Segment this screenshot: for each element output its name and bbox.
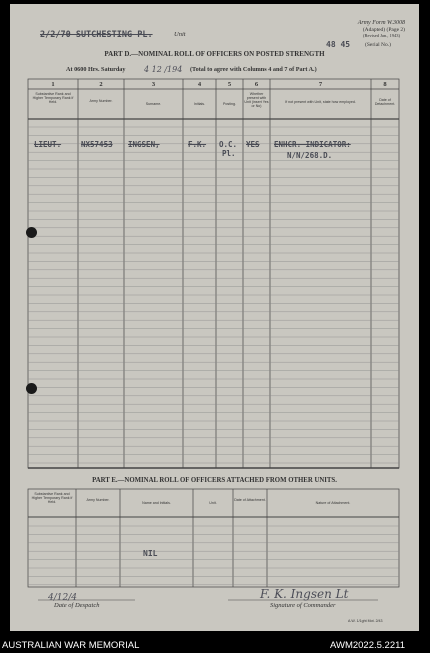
col-heading: Initials. [193, 102, 206, 106]
col-number: 2 [99, 81, 103, 88]
entry-initials: F.K. [188, 140, 207, 149]
entry-posting-2: Pl. [222, 149, 236, 158]
entry-army-number: NX57453 [81, 140, 113, 149]
archive-footer [0, 633, 430, 653]
col-heading: Date of Detachment. [374, 98, 396, 107]
col-number: 8 [383, 81, 387, 88]
part-d-title: PART D.—NOMINAL ROLL OF OFFICERS ON POSTED STRENGTH [104, 50, 325, 58]
strength-date: 4 12 /194 [144, 65, 183, 74]
col-heading: Army Number. [86, 498, 110, 502]
despatch-date: 4/12/4 [48, 593, 77, 603]
col-heading: Nature of Attachment. [315, 501, 351, 505]
col-number: 4 [197, 81, 202, 88]
strength-note: (Total to agree with Columns 4 and 7 of Part A.) [190, 66, 317, 73]
strength-time-text: At 0600 Hrs. Saturday [66, 66, 126, 73]
punch-hole [26, 227, 37, 238]
form-number: Army Form W.3008 [357, 20, 405, 26]
entry-present: YES [246, 140, 260, 149]
unit-label: Unit [174, 31, 186, 38]
col-heading: Date of Attachment. [234, 498, 266, 502]
col-heading: Surname. [145, 102, 162, 106]
entry-rank: LIEUT. [34, 140, 62, 149]
col-heading: Posting. [223, 102, 236, 106]
col-number: 1 [51, 81, 55, 88]
col-heading: Unit. [209, 501, 217, 505]
form-adapted: (Adapted) (Page 2) [362, 27, 405, 33]
part-e-nil: NIL [143, 549, 158, 558]
signature-label: Signature of Commander [270, 602, 336, 609]
despatch-label: Date of Despatch [54, 602, 100, 609]
col-heading: Substantive Rank and Higher Temporary Rank if Held. [32, 92, 74, 105]
unit-name: 2/2/70 SUTCHESTING PL. [40, 30, 153, 40]
col-heading: Substantive Rank and Higher Temporary Rank if Held. [31, 492, 73, 505]
col-number: 6 [254, 81, 259, 88]
commander-signature: F. K. Ingsen Lt [260, 587, 349, 601]
archive-reference: AWM2022.5.2211 [330, 640, 405, 651]
col-number: 3 [151, 81, 156, 88]
col-heading: If not present with Unit, state how employed. [285, 100, 356, 104]
entry-remarks-2: N/N/268.D. [287, 151, 333, 160]
part-e-title: PART E.—NOMINAL ROLL OF OFFICERS ATTACHED FROM OTHER UNITS. [92, 477, 337, 484]
col-number: 7 [318, 81, 323, 88]
document-page [10, 4, 419, 631]
col-heading: Whether present with Unit (insert Yes or No) [244, 92, 269, 109]
col-heading: Name and Initials. [142, 501, 171, 505]
col-heading: Army Number. [89, 99, 113, 103]
entry-surname: INGSEN, [128, 140, 160, 149]
printer-imprint: A.W. 1/1ght Mot. 2/43 [348, 619, 383, 623]
entry-posting-1: O.C. [219, 140, 238, 149]
entry-remarks-1: ENHCR. INDICATOR: [274, 140, 351, 149]
serial-number: 48 45 [326, 40, 351, 49]
serial-label: (Serial No.) [365, 42, 391, 48]
form-revised: (Revised Jan., 1943) [363, 33, 400, 38]
col-number: 5 [227, 81, 232, 88]
punch-hole [26, 383, 37, 394]
archive-credit: AUSTRALIAN WAR MEMORIAL [2, 640, 140, 651]
